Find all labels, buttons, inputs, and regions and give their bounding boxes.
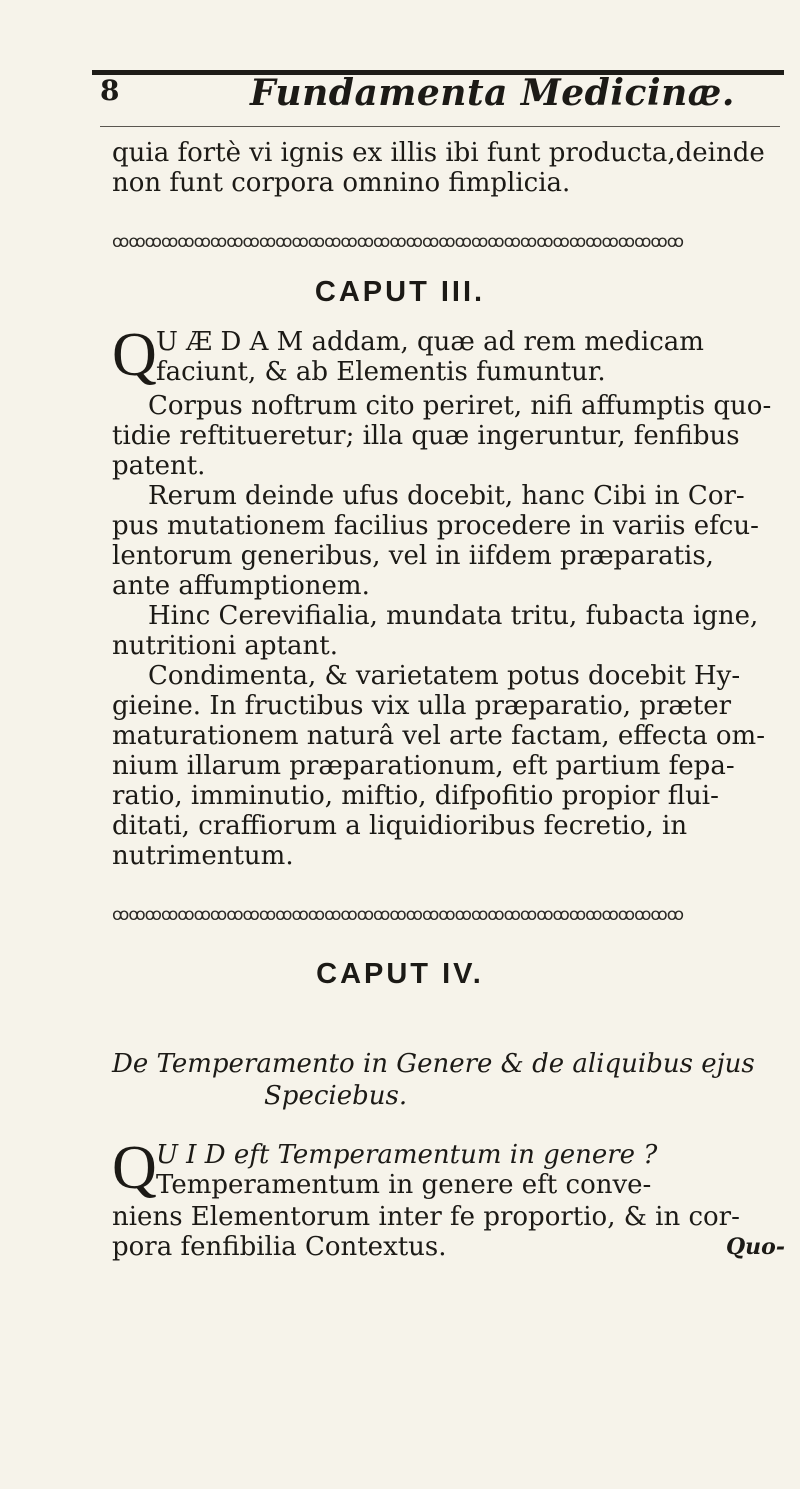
ornamental-border: ꝏꝏꝏꝏꝏꝏꝏꝏꝏꝏꝏꝏꝏꝏꝏꝏꝏꝏꝏꝏꝏꝏꝏꝏꝏꝏꝏꝏꝏꝏꝏꝏꝏꝏꝏ [112,232,684,252]
text-line: Rerum deinde ufus docebit, hanc Cibi in Cor- [148,481,745,511]
page-header [100,72,780,112]
text-line: nium illarum præparationum, eft partium fepa- [112,751,735,781]
drop-cap: Q [112,321,157,389]
page-number: 8 [100,74,120,107]
text-line: ratio, imminutio, miftio, difpofitio propior flui- [112,781,719,811]
text-line: pora fenfibilia Contextus. [112,1232,447,1262]
text-line: tidie reftitueretur; illa quæ ingeruntur, fenfibus [112,421,740,451]
text-line: lentorum generibus, vel in iifdem præparatis, [112,541,714,571]
text-line: niens Elementorum inter fe proportio, & in cor- [112,1202,740,1232]
text-line: gieine. In fructibus vix ulla præparatio, præter [112,691,732,721]
text-line: U Æ D A M addam, quæ ad rem medicam [156,327,704,357]
text-line: faciunt, & ab Elementis fumuntur. [156,357,606,387]
chapter-body [112,391,787,871]
text-line: nutritioni aptant. [112,631,338,661]
intro-paragraph [112,138,787,198]
text-line: quia fortè vi ignis ex illis ibi funt producta,deinde [112,138,765,168]
chapter-opening [156,1140,786,1200]
text-line: ante affumptionem. [112,571,370,601]
text-line: ditati, craffiorum a liquidioribus fecretio, in [112,811,688,841]
ornamental-border: ꝏꝏꝏꝏꝏꝏꝏꝏꝏꝏꝏꝏꝏꝏꝏꝏꝏꝏꝏꝏꝏꝏꝏꝏꝏꝏꝏꝏꝏꝏꝏꝏꝏꝏꝏ [112,905,684,925]
text-line: Condimenta, & varietatem potus docebit Hy- [148,661,741,691]
chapter-opening [156,327,786,387]
text-line: U I D eft Temperamentum in genere ? [156,1140,658,1170]
text-line: non funt corpora omnino fimplicia. [112,168,571,198]
text-line: nutrimentum. [112,841,294,871]
running-title: Fundamenta Medicinæ. [250,72,735,114]
catchword: Quo- [726,1234,785,1260]
subtitle-line: Speciebus. [264,1081,408,1111]
text-line: Hinc Cerevifialia, mundata tritu, fubacta igne, [148,601,759,631]
text-line: Temperamentum in genere eft conve- [156,1170,652,1200]
chapter-heading: CAPUT III. [314,276,486,308]
text-line: patent. [112,451,206,481]
text-line: pus mutationem facilius procedere in variis efcu- [112,511,759,541]
drop-cap: Q [112,1134,157,1202]
chapter-heading: CAPUT IV. [316,958,484,990]
chapter-subtitle [112,1048,784,1112]
text-line: maturationem naturâ vel arte factam, effecta om- [112,721,765,751]
header-rule [100,126,780,127]
subtitle-line: De Temperamento in Genere & de aliquibus ejus [112,1049,755,1079]
text-line: Corpus noftrum cito periret, nifi affumptis quo- [148,391,772,421]
chapter-body [112,1202,787,1262]
